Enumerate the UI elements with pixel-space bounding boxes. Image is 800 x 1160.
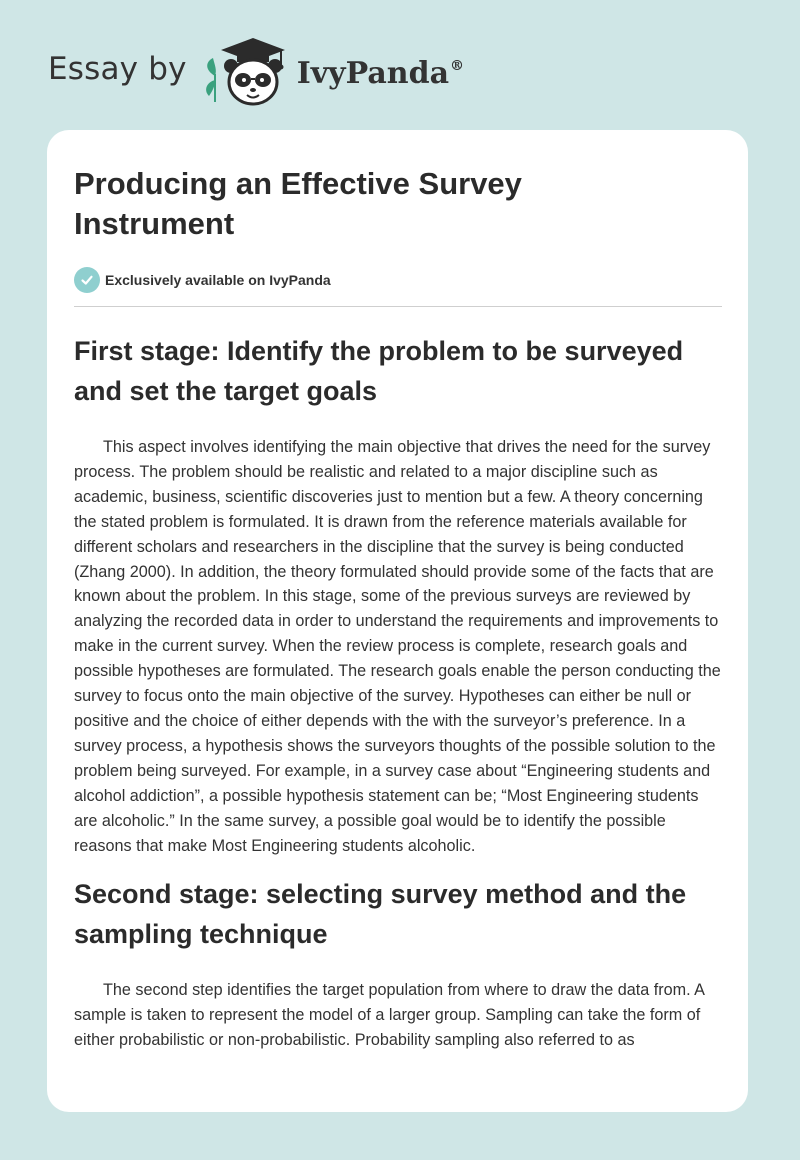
section-heading: First stage: Identify the problem to be surveyed and set the target goals (74, 336, 684, 406)
page-title: Producing an Effective Survey Instrument (74, 166, 522, 241)
brand-name (297, 56, 464, 91)
registered-mark: ® (450, 57, 465, 74)
brand-name-text: IvyPanda (296, 55, 450, 91)
panda-graduate-icon (201, 36, 293, 108)
section-paragraph: This aspect involves identifying the main objective that drives the need for the survey process. The problem should be realistic and related to a major discipline such as academic, business, scientific discoveries just to mention but a few. A theory concerning the stated problem is formulated. It is drawn from the reference materials available for different scholars and researchers in the discipline that the survey is being conducted (Zhang 2000). In addition, the theory formulated should provide some of the facts that are known about the problem. In this stage, some of the previous surveys are reviewed by analyzing the recorded data in order to understand the requirements and improvements to make in the current survey. When the review process is complete, research goals and possible hypotheses are formulated. The research goals enable the person conducting the survey to focus onto the main objective of the survey. Hypotheses can either be null or positive and the choice of either depends with the with the surveyor’s preference. In a survey process, a hypothesis shows the surveyors thoughts of the possible solution to the problem being surveyed. For example, in a survey case about “Engineering students and alcohol addiction”, a possible hypothesis statement can be; “Most Engineering students are alcoholic.” In the same survey, a possible goal would be to identify the possible reasons that make Most Engineering students alcoholic. (74, 438, 721, 855)
badge-text: Exclusively available on IvyPanda (105, 272, 331, 288)
article-card (47, 130, 748, 1112)
check-circle-icon (74, 267, 100, 293)
brand-logo[interactable] (48, 36, 464, 108)
exclusive-badge (74, 266, 722, 294)
section-paragraph: The second step identifies the target population from where to draw the data from. A sample is taken to represent the model of a larger group. Sampling can take the form of either probabilistic or non-probabilistic. Probability sampling also referred to as (74, 981, 705, 1050)
divider (74, 306, 722, 307)
brand-prefix: Essay by (48, 51, 187, 87)
section-heading: Second stage: selecting survey method and the sampling technique (74, 879, 687, 950)
